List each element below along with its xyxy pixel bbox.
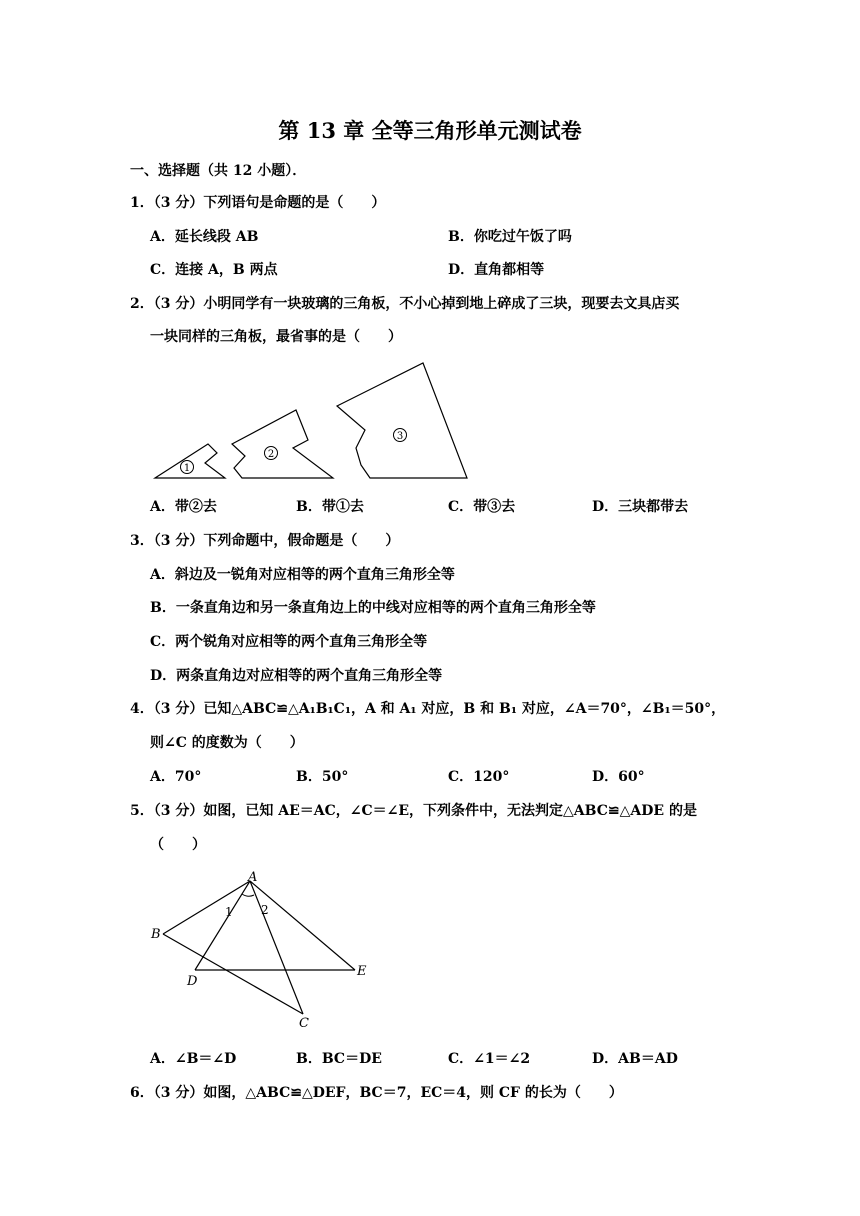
question-4-stem-line2: 则∠C 的度数为（ ） bbox=[150, 735, 304, 751]
q1-option-a: A．延长线段 AB bbox=[150, 229, 259, 245]
q4-option-a: A．70° bbox=[150, 769, 202, 785]
q2-option-b: B．带①去 bbox=[296, 499, 364, 515]
question-5-stem-line1: 5．（3 分）如图，已知 AE＝AC，∠C＝∠E，下列条件中，无法判定△ABC≌△ADE 的是 bbox=[130, 803, 697, 819]
q1-option-b: B．你吃过午饭了吗 bbox=[448, 229, 572, 245]
q2-option-c: C．带③去 bbox=[448, 499, 516, 515]
q1-option-d: D．直角都相等 bbox=[448, 262, 545, 278]
piece-2 bbox=[232, 410, 333, 478]
q4-option-d: D．60° bbox=[592, 769, 645, 785]
fig-label-angle-2: 2 bbox=[261, 903, 269, 917]
q3-option-c: C．两个锐角对应相等的两个直角三角形全等 bbox=[150, 634, 428, 650]
piece-2-label: 2 bbox=[267, 449, 275, 460]
fig-label-d: D bbox=[187, 974, 198, 989]
piece-1-label: 1 bbox=[183, 463, 191, 474]
q1-option-c: C．连接 A，B 两点 bbox=[150, 262, 278, 278]
q3-option-a: A．斜边及一锐角对应相等的两个直角三角形全等 bbox=[150, 567, 455, 583]
piece-3-label: 3 bbox=[396, 431, 404, 442]
q5-option-d: D．AB＝AD bbox=[592, 1051, 678, 1067]
q3-option-d: D．两条直角边对应相等的两个直角三角形全等 bbox=[150, 668, 443, 684]
q5-option-b: B．BC＝DE bbox=[296, 1051, 382, 1067]
fig-label-e: E bbox=[357, 964, 367, 979]
broken-triangle-figure bbox=[150, 358, 480, 486]
fig-label-b: B bbox=[151, 927, 161, 942]
piece-3 bbox=[337, 363, 467, 478]
question-3-stem: 3．（3 分）下列命题中，假命题是（ ） bbox=[130, 533, 400, 549]
question-5-stem-line2: （ ） bbox=[150, 837, 206, 853]
q5-option-a: A．∠B＝∠D bbox=[150, 1051, 237, 1067]
section-heading: 一、选择题（共 12 小题）． bbox=[130, 163, 307, 179]
fig-label-a: A bbox=[248, 870, 258, 885]
q2-option-a: A．带②去 bbox=[150, 499, 217, 515]
question-4-stem-line1: 4．（3 分）已知△ABC≌△A₁B₁C₁，A 和 A₁ 对应，B 和 B₁ 对应，∠A＝70°，∠B₁＝50°， bbox=[130, 701, 726, 717]
page-title: 第 13 章 全等三角形单元测试卷 bbox=[278, 118, 582, 143]
fig-label-c: C bbox=[299, 1016, 309, 1031]
triangle-abc-ade-figure bbox=[145, 866, 385, 1032]
question-2-stem-line2: 一块同样的三角板，最省事的是（ ） bbox=[150, 329, 402, 345]
q4-option-b: B．50° bbox=[296, 769, 349, 785]
q2-option-d: D．三块都带去 bbox=[592, 499, 689, 515]
q3-option-b: B．一条直角边和另一条直角边上的中线对应相等的两个直角三角形全等 bbox=[150, 600, 596, 616]
q5-option-c: C．∠1＝∠2 bbox=[448, 1051, 531, 1067]
fig-label-angle-1: 1 bbox=[225, 905, 233, 919]
question-1-stem: 1．（3 分）下列语句是命题的是（ ） bbox=[130, 195, 386, 211]
q4-option-c: C．120° bbox=[448, 769, 510, 785]
question-2-stem-line1: 2．（3 分）小明同学有一块玻璃的三角板，不小心掉到地上碎成了三块，现要去文具店买 bbox=[130, 296, 680, 312]
question-6-stem: 6．（3 分）如图，△ABC≌△DEF，BC＝7，EC＝4，则 CF 的长为（ ） bbox=[130, 1085, 623, 1101]
